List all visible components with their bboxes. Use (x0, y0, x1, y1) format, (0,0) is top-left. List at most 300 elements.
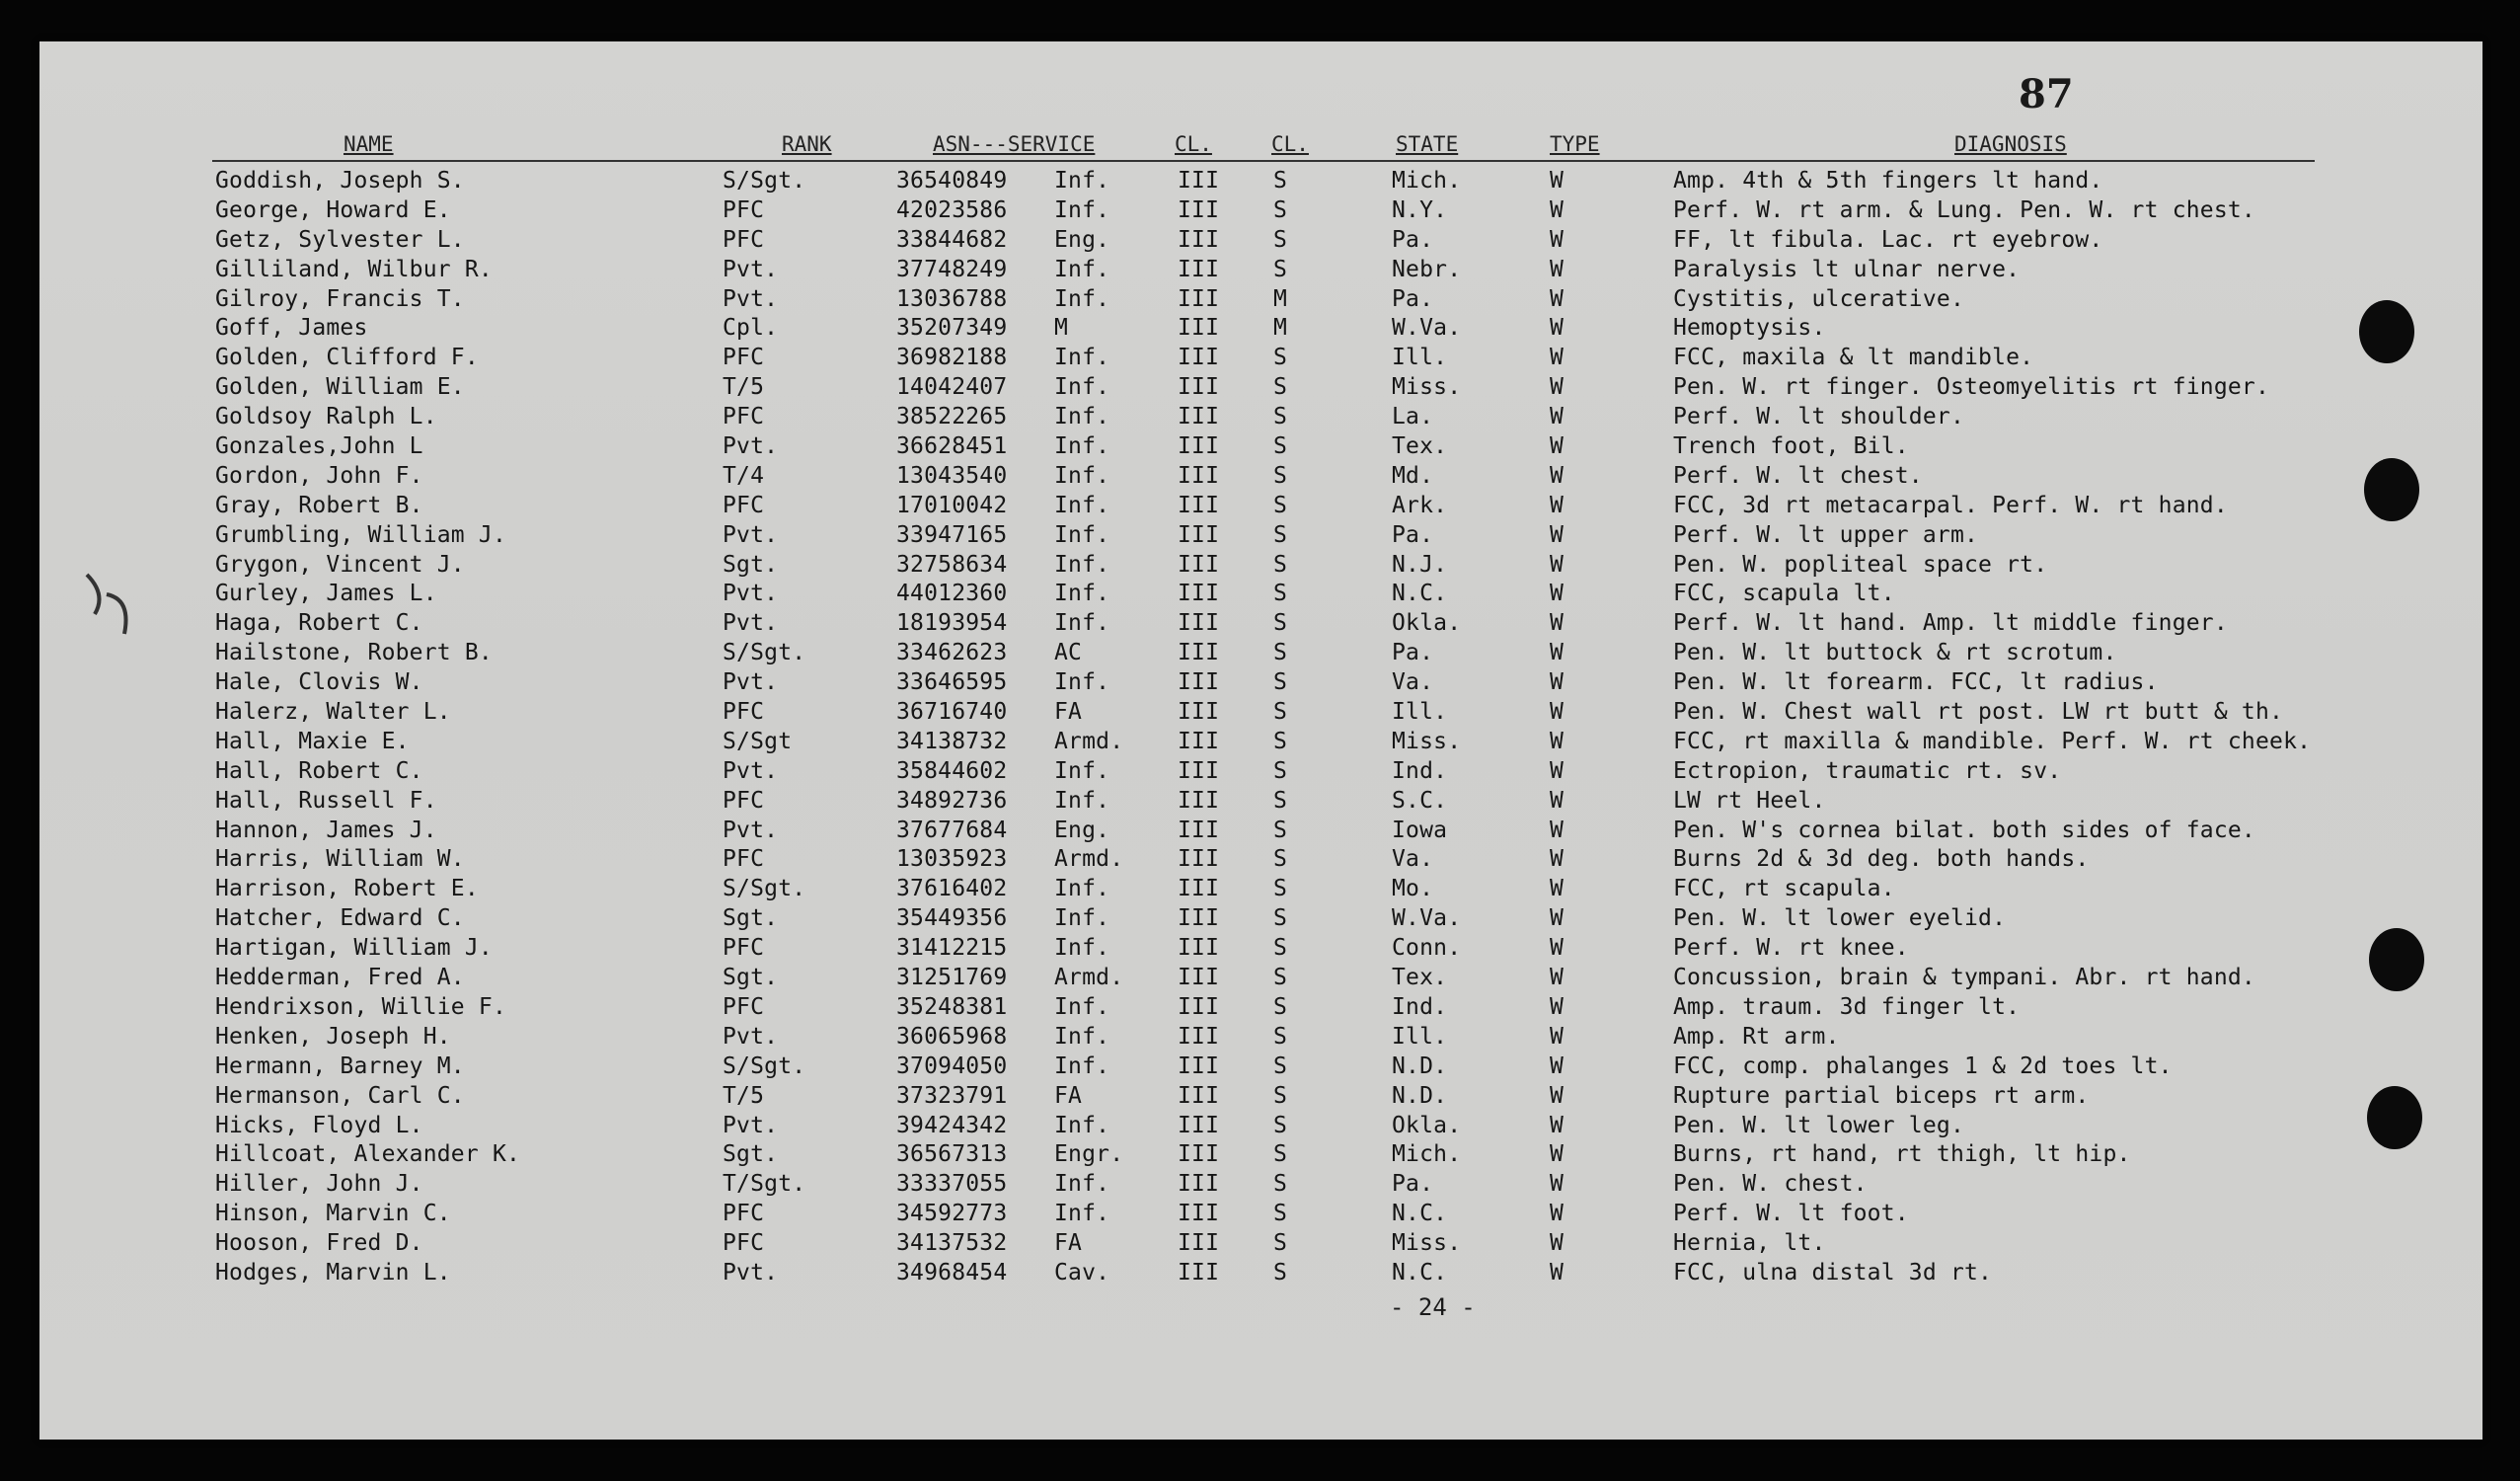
table-row (39, 461, 2482, 491)
cell-rank: PFC (723, 196, 765, 223)
punch-hole-1 (2359, 300, 2414, 363)
cell-name: Gilroy, Francis T. (215, 285, 465, 312)
cell-diagnosis: FCC, maxila & lt mandible. (1673, 345, 2034, 371)
cell-state: N.J. (1392, 551, 1448, 578)
cell-cl-2: S (1273, 993, 1288, 1020)
cell-service: Inf. (1054, 521, 1110, 548)
cell-rank: S/Sgt (723, 728, 793, 754)
cell-asn: 36716740 (896, 699, 1008, 726)
cell-service: FA (1054, 1230, 1083, 1257)
cell-rank: PFC (723, 787, 765, 814)
cell-service: Inf. (1054, 462, 1110, 489)
cell-cl-1: III (1178, 935, 1220, 962)
cell-diagnosis: FCC, comp. phalanges 1 & 2d toes lt. (1673, 1052, 2173, 1079)
table-row (39, 786, 2482, 816)
cell-asn: 34592773 (896, 1201, 1008, 1227)
cell-cl-1: III (1178, 993, 1220, 1020)
cell-type: W (1550, 581, 1565, 607)
cell-service: Eng. (1054, 226, 1110, 253)
cell-service: Eng. (1054, 817, 1110, 843)
cell-service: Inf. (1054, 1052, 1110, 1079)
cell-cl-2: S (1273, 168, 1288, 194)
table-row (39, 667, 2482, 697)
cell-cl-1: III (1178, 817, 1220, 843)
cell-asn: 44012360 (896, 581, 1008, 607)
cell-cl-2: S (1273, 935, 1288, 962)
cell-type: W (1550, 1259, 1565, 1286)
cell-type: W (1550, 965, 1565, 991)
cell-cl-1: III (1178, 1023, 1220, 1050)
table-row (39, 992, 2482, 1022)
cell-cl-2: M (1273, 315, 1288, 342)
cell-diagnosis: FCC, ulna distal 3d rt. (1673, 1259, 1993, 1286)
cell-cl-1: III (1178, 1171, 1220, 1198)
header-diagnosis: DIAGNOSIS (1954, 132, 2067, 156)
table-row (39, 225, 2482, 255)
cell-name: Gordon, John F. (215, 462, 423, 489)
table-row (39, 844, 2482, 874)
cell-state: Miss. (1392, 1230, 1462, 1257)
cell-service: Inf. (1054, 787, 1110, 814)
cell-cl-1: III (1178, 1052, 1220, 1079)
cell-rank: PFC (723, 699, 765, 726)
cell-cl-2: S (1273, 492, 1288, 518)
cell-diagnosis: Perf. W. rt arm. & Lung. Pen. W. rt chest. (1673, 196, 2255, 223)
cell-diagnosis: Perf. W. lt hand. Amp. lt middle finger. (1673, 610, 2228, 637)
cell-name: Hedderman, Fred A. (215, 965, 465, 991)
cell-name: Hartigan, William J. (215, 935, 493, 962)
cell-asn: 36567313 (896, 1141, 1008, 1168)
cell-cl-2: S (1273, 610, 1288, 637)
cell-rank: Pvt. (723, 817, 779, 843)
cell-service: Inf. (1054, 905, 1110, 932)
cell-asn: 32758634 (896, 551, 1008, 578)
cell-asn: 33947165 (896, 521, 1008, 548)
table-row (39, 1111, 2482, 1140)
cell-cl-2: S (1273, 787, 1288, 814)
cell-service: Inf. (1054, 345, 1110, 371)
cell-service: Inf. (1054, 492, 1110, 518)
cell-state: Okla. (1392, 610, 1462, 637)
cell-state: Pa. (1392, 521, 1434, 548)
table-body (39, 166, 2482, 1287)
cell-cl-2: S (1273, 640, 1288, 666)
cell-type: W (1550, 492, 1565, 518)
cell-asn: 13036788 (896, 285, 1008, 312)
cell-state: Ind. (1392, 993, 1448, 1020)
table-row (39, 756, 2482, 786)
cell-type: W (1550, 817, 1565, 843)
cell-cl-2: M (1273, 285, 1288, 312)
cell-type: W (1550, 935, 1565, 962)
cell-rank: PFC (723, 345, 765, 371)
cell-type: W (1550, 905, 1565, 932)
cell-cl-2: S (1273, 196, 1288, 223)
table-row (39, 1199, 2482, 1228)
cell-service: Inf. (1054, 610, 1110, 637)
cell-cl-1: III (1178, 787, 1220, 814)
table-row (39, 697, 2482, 727)
cell-rank: Sgt. (723, 1141, 779, 1168)
table-row (39, 284, 2482, 314)
cell-service: Inf. (1054, 669, 1110, 696)
cell-diagnosis: FCC, 3d rt metacarpal. Perf. W. rt hand. (1673, 492, 2228, 518)
cell-cl-2: S (1273, 699, 1288, 726)
cell-service: Inf. (1054, 374, 1110, 401)
cell-cl-1: III (1178, 521, 1220, 548)
table-row (39, 1139, 2482, 1169)
cell-service: Inf. (1054, 581, 1110, 607)
cell-asn: 31251769 (896, 965, 1008, 991)
document-sheet (39, 41, 2482, 1440)
cell-diagnosis: Cystitis, ulcerative. (1673, 285, 1964, 312)
cell-name: Harrison, Robert E. (215, 876, 479, 902)
cell-service: Inf. (1054, 757, 1110, 784)
cell-cl-2: S (1273, 846, 1288, 873)
cell-cl-2: S (1273, 226, 1288, 253)
cell-rank: T/4 (723, 462, 765, 489)
cell-diagnosis: Burns, rt hand, rt thigh, lt hip. (1673, 1141, 2131, 1168)
cell-asn: 37748249 (896, 256, 1008, 282)
cell-state: N.Y. (1392, 196, 1448, 223)
cell-cl-1: III (1178, 699, 1220, 726)
cell-service: Inf. (1054, 876, 1110, 902)
cell-state: Pa. (1392, 640, 1434, 666)
table-row (39, 1022, 2482, 1052)
cell-asn: 33462623 (896, 640, 1008, 666)
cell-type: W (1550, 521, 1565, 548)
table-row (39, 608, 2482, 638)
cell-asn: 14042407 (896, 374, 1008, 401)
cell-cl-2: S (1273, 1052, 1288, 1079)
cell-diagnosis: FCC, rt scapula. (1673, 876, 1895, 902)
cell-rank: Sgt. (723, 905, 779, 932)
cell-state: Mo. (1392, 876, 1434, 902)
cell-cl-2: S (1273, 521, 1288, 548)
cell-cl-2: S (1273, 1082, 1288, 1109)
cell-asn: 36540849 (896, 168, 1008, 194)
cell-cl-1: III (1178, 285, 1220, 312)
cell-service: Inf. (1054, 404, 1110, 430)
cell-state: Ark. (1392, 492, 1448, 518)
cell-cl-2: S (1273, 669, 1288, 696)
cell-name: Grumbling, William J. (215, 521, 506, 548)
cell-rank: PFC (723, 226, 765, 253)
cell-state: W.Va. (1392, 905, 1462, 932)
cell-cl-2: S (1273, 965, 1288, 991)
cell-cl-1: III (1178, 551, 1220, 578)
table-row (39, 579, 2482, 608)
cell-cl-2: S (1273, 462, 1288, 489)
cell-cl-1: III (1178, 1259, 1220, 1286)
cell-asn: 17010042 (896, 492, 1008, 518)
cell-state: Tex. (1392, 433, 1448, 460)
cell-state: N.C. (1392, 1259, 1448, 1286)
punch-hole-3 (2369, 928, 2424, 991)
footer-page-number: - 24 - (1390, 1293, 1476, 1321)
cell-diagnosis: Pen. W. chest. (1673, 1171, 1868, 1198)
cell-type: W (1550, 1171, 1565, 1198)
header-asn-service: ASN---SERVICE (933, 132, 1096, 156)
cell-service: Inf. (1054, 1201, 1110, 1227)
cell-name: Golden, Clifford F. (215, 345, 479, 371)
cell-rank: S/Sgt. (723, 168, 806, 194)
cell-cl-2: S (1273, 1201, 1288, 1227)
cell-name: Grygon, Vincent J. (215, 551, 465, 578)
cell-state: Ill. (1392, 699, 1448, 726)
cell-type: W (1550, 285, 1565, 312)
cell-state: Conn. (1392, 935, 1462, 962)
cell-name: Goldsoy Ralph L. (215, 404, 437, 430)
cell-cl-1: III (1178, 876, 1220, 902)
cell-asn: 33337055 (896, 1171, 1008, 1198)
cell-asn: 34138732 (896, 728, 1008, 754)
cell-cl-2: S (1273, 1141, 1288, 1168)
cell-diagnosis: FCC, scapula lt. (1673, 581, 1895, 607)
cell-cl-1: III (1178, 1082, 1220, 1109)
table-row (39, 727, 2482, 756)
header-name: NAME (344, 132, 394, 156)
cell-cl-1: III (1178, 1112, 1220, 1138)
cell-type: W (1550, 1201, 1565, 1227)
cell-name: Henken, Joseph H. (215, 1023, 451, 1050)
cell-name: Gonzales,John L (215, 433, 423, 460)
cell-asn: 33844682 (896, 226, 1008, 253)
cell-asn: 35844602 (896, 757, 1008, 784)
cell-rank: Pvt. (723, 285, 779, 312)
cell-rank: Sgt. (723, 965, 779, 991)
cell-state: Nebr. (1392, 256, 1462, 282)
cell-diagnosis: LW rt Heel. (1673, 787, 1826, 814)
cell-cl-1: III (1178, 905, 1220, 932)
cell-diagnosis: FF, lt fibula. Lac. rt eyebrow. (1673, 226, 2103, 253)
cell-diagnosis: Pen. W. popliteal space rt. (1673, 551, 2048, 578)
cell-cl-2: S (1273, 905, 1288, 932)
cell-asn: 37677684 (896, 817, 1008, 843)
header-rank: RANK (782, 132, 832, 156)
cell-rank: T/5 (723, 1082, 765, 1109)
cell-cl-1: III (1178, 404, 1220, 430)
cell-type: W (1550, 404, 1565, 430)
cell-asn: 37094050 (896, 1052, 1008, 1079)
cell-service: Inf. (1054, 993, 1110, 1020)
cell-diagnosis: Amp. Rt arm. (1673, 1023, 1840, 1050)
cell-cl-2: S (1273, 374, 1288, 401)
cell-cl-2: S (1273, 256, 1288, 282)
table-row (39, 255, 2482, 284)
cell-name: Hermanson, Carl C. (215, 1082, 465, 1109)
cell-state: Okla. (1392, 1112, 1462, 1138)
cell-cl-2: S (1273, 1171, 1288, 1198)
table-row (39, 638, 2482, 667)
cell-cl-1: III (1178, 1201, 1220, 1227)
cell-cl-2: S (1273, 876, 1288, 902)
cell-cl-1: III (1178, 669, 1220, 696)
cell-asn: 39424342 (896, 1112, 1008, 1138)
cell-asn: 36065968 (896, 1023, 1008, 1050)
cell-name: Hermann, Barney M. (215, 1052, 465, 1079)
punch-hole-4 (2367, 1086, 2422, 1149)
cell-state: Miss. (1392, 728, 1462, 754)
cell-diagnosis: Rupture partial biceps rt arm. (1673, 1082, 2090, 1109)
cell-name: Hodges, Marvin L. (215, 1259, 451, 1286)
cell-name: Golden, William E. (215, 374, 465, 401)
cell-state: Va. (1392, 669, 1434, 696)
header-rule (212, 160, 2315, 162)
cell-type: W (1550, 1141, 1565, 1168)
cell-type: W (1550, 462, 1565, 489)
cell-service: FA (1054, 1082, 1083, 1109)
cell-rank: Cpl. (723, 315, 779, 342)
cell-state: Va. (1392, 846, 1434, 873)
cell-name: Gray, Robert B. (215, 492, 423, 518)
cell-type: W (1550, 374, 1565, 401)
cell-cl-1: III (1178, 1141, 1220, 1168)
cell-type: W (1550, 669, 1565, 696)
cell-asn: 35449356 (896, 905, 1008, 932)
cell-type: W (1550, 993, 1565, 1020)
table-header (39, 132, 2482, 162)
margin-handwriting-mark (77, 565, 156, 644)
table-row (39, 816, 2482, 845)
cell-cl-1: III (1178, 581, 1220, 607)
cell-name: Goddish, Joseph S. (215, 168, 465, 194)
cell-rank: Pvt. (723, 1259, 779, 1286)
cell-diagnosis: Pen. W. lt forearm. FCC, lt radius. (1673, 669, 2159, 696)
cell-diagnosis: Pen. W. rt finger. Osteomyelitis rt finger. (1673, 374, 2270, 401)
cell-rank: Pvt. (723, 610, 779, 637)
cell-cl-1: III (1178, 462, 1220, 489)
cell-asn: 34137532 (896, 1230, 1008, 1257)
cell-asn: 13043540 (896, 462, 1008, 489)
cell-asn: 42023586 (896, 196, 1008, 223)
cell-diagnosis: Trench foot, Bil. (1673, 433, 1909, 460)
cell-type: W (1550, 1052, 1565, 1079)
cell-service: Inf. (1054, 1023, 1110, 1050)
cell-state: Mich. (1392, 1141, 1462, 1168)
cell-asn: 38522265 (896, 404, 1008, 430)
cell-name: Hannon, James J. (215, 817, 437, 843)
cell-asn: 36982188 (896, 345, 1008, 371)
cell-rank: Pvt. (723, 433, 779, 460)
cell-state: La. (1392, 404, 1434, 430)
table-row (39, 903, 2482, 933)
cell-type: W (1550, 876, 1565, 902)
cell-cl-2: S (1273, 404, 1288, 430)
cell-asn: 37616402 (896, 876, 1008, 902)
cell-name: Hiller, John J. (215, 1171, 423, 1198)
cell-diagnosis: Pen. W. lt buttock & rt scrotum. (1673, 640, 2117, 666)
cell-diagnosis: Pen. W. Chest wall rt post. LW rt butt & th. (1673, 699, 2284, 726)
cell-rank: Pvt. (723, 521, 779, 548)
cell-cl-2: S (1273, 581, 1288, 607)
cell-cl-1: III (1178, 374, 1220, 401)
cell-service: Inf. (1054, 433, 1110, 460)
cell-type: W (1550, 1112, 1565, 1138)
cell-diagnosis: Perf. W. lt foot. (1673, 1201, 1909, 1227)
cell-state: Ill. (1392, 345, 1448, 371)
table-row (39, 431, 2482, 461)
cell-asn: 33646595 (896, 669, 1008, 696)
cell-service: Engr. (1054, 1141, 1124, 1168)
cell-service: Inf. (1054, 285, 1110, 312)
cell-diagnosis: Ectropion, traumatic rt. sv. (1673, 757, 2062, 784)
header-state: STATE (1396, 132, 1459, 156)
cell-asn: 36628451 (896, 433, 1008, 460)
cell-name: George, Howard E. (215, 196, 451, 223)
cell-cl-1: III (1178, 610, 1220, 637)
cell-type: W (1550, 256, 1565, 282)
table-row (39, 520, 2482, 550)
cell-name: Hinson, Marvin C. (215, 1201, 451, 1227)
cell-cl-2: S (1273, 345, 1288, 371)
cell-asn: 18193954 (896, 610, 1008, 637)
cell-rank: Pvt. (723, 1023, 779, 1050)
cell-service: M (1054, 315, 1069, 342)
cell-cl-2: S (1273, 551, 1288, 578)
cell-state: Pa. (1392, 285, 1434, 312)
cell-state: Ind. (1392, 757, 1448, 784)
cell-rank: PFC (723, 492, 765, 518)
cell-name: Haga, Robert C. (215, 610, 423, 637)
cell-state: Miss. (1392, 374, 1462, 401)
cell-rank: Pvt. (723, 669, 779, 696)
cell-diagnosis: Paralysis lt ulnar nerve. (1673, 256, 2021, 282)
cell-rank: Pvt. (723, 256, 779, 282)
table-row (39, 933, 2482, 963)
cell-rank: Pvt. (723, 581, 779, 607)
cell-cl-1: III (1178, 256, 1220, 282)
cell-type: W (1550, 551, 1565, 578)
cell-diagnosis: Concussion, brain & tympani. Abr. rt hand. (1673, 965, 2255, 991)
cell-diagnosis: Perf. W. lt chest. (1673, 462, 1923, 489)
cell-service: Inf. (1054, 168, 1110, 194)
table-row (39, 1169, 2482, 1199)
table-row (39, 402, 2482, 431)
cell-cl-1: III (1178, 846, 1220, 873)
cell-state: Pa. (1392, 226, 1434, 253)
cell-rank: Sgt. (723, 551, 779, 578)
cell-service: Inf. (1054, 1171, 1110, 1198)
cell-state: Iowa (1392, 817, 1448, 843)
cell-asn: 34968454 (896, 1259, 1008, 1286)
cell-diagnosis: Pen. W. lt lower leg. (1673, 1112, 1964, 1138)
table-row (39, 1052, 2482, 1081)
cell-rank: Pvt. (723, 1112, 779, 1138)
cell-name: Hall, Russell F. (215, 787, 437, 814)
cell-cl-2: S (1273, 1023, 1288, 1050)
cell-type: W (1550, 846, 1565, 873)
cell-service: Inf. (1054, 256, 1110, 282)
cell-service: Inf. (1054, 196, 1110, 223)
cell-name: Hall, Maxie E. (215, 728, 410, 754)
cell-name: Harris, William W. (215, 846, 465, 873)
cell-state: Mich. (1392, 168, 1462, 194)
cell-diagnosis: Perf. W. lt upper arm. (1673, 521, 1979, 548)
cell-service: Armd. (1054, 965, 1124, 991)
cell-rank: S/Sgt. (723, 876, 806, 902)
header-type: TYPE (1550, 132, 1600, 156)
cell-type: W (1550, 1023, 1565, 1050)
table-row (39, 372, 2482, 402)
table-row (39, 1258, 2482, 1287)
cell-rank: PFC (723, 1230, 765, 1257)
cell-asn: 34892736 (896, 787, 1008, 814)
cell-name: Hicks, Floyd L. (215, 1112, 423, 1138)
cell-service: Cav. (1054, 1259, 1110, 1286)
cell-type: W (1550, 728, 1565, 754)
cell-name: Halerz, Walter L. (215, 699, 451, 726)
